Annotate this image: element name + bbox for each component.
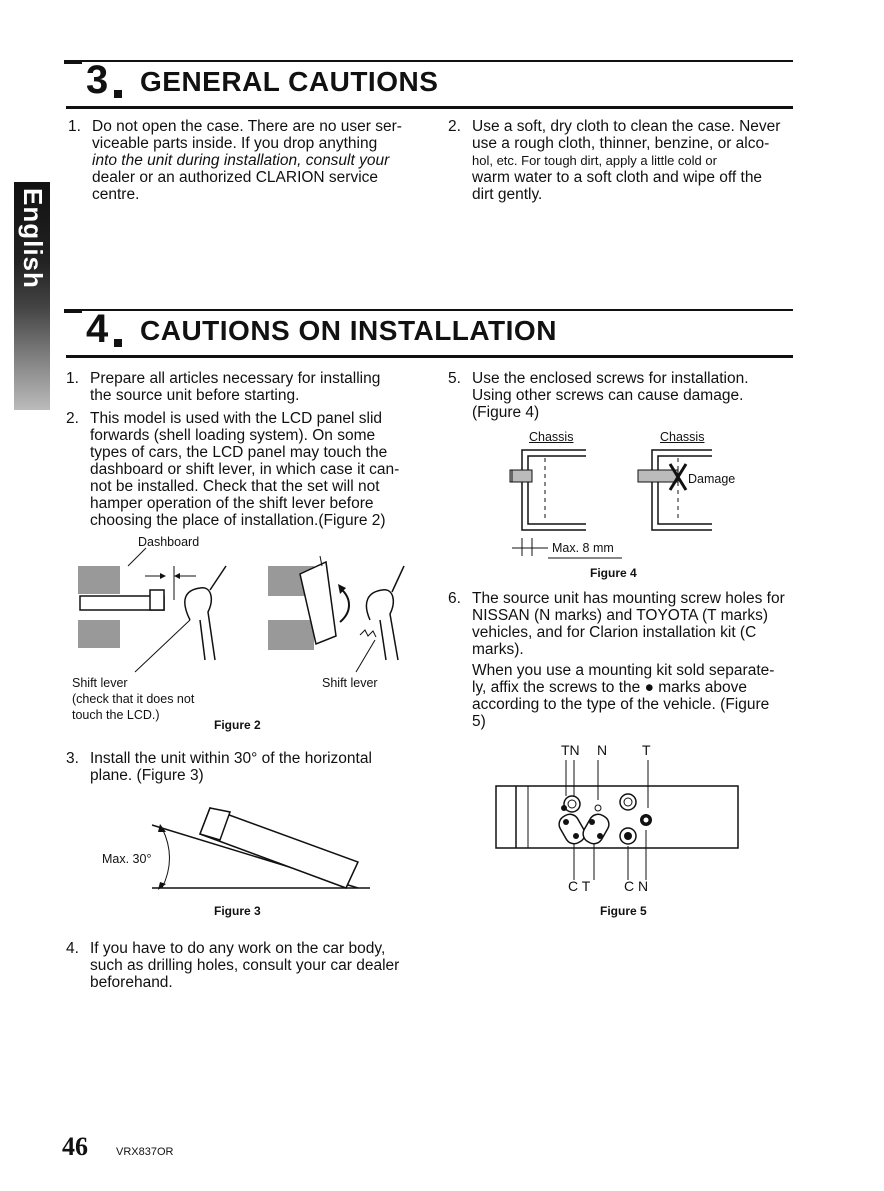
section-3-number: 3 xyxy=(86,58,108,102)
section-3-title: GENERAL CAUTIONS xyxy=(140,66,439,97)
item-line: centre. xyxy=(92,186,140,203)
item-line: not be installed. Check that the set will not xyxy=(90,478,380,495)
item-line: Install the unit within 30° of the horizontal xyxy=(90,750,372,767)
fig4-max-label: Max. 8 mm xyxy=(552,541,614,555)
item-line: When you use a mounting kit sold separate- xyxy=(472,662,775,679)
item-number: 1. xyxy=(66,370,79,387)
item-line: The source unit has mounting screw holes for xyxy=(472,590,785,607)
fig4-chassis-left: Chassis xyxy=(529,430,574,444)
figure-5-caption: Figure 5 xyxy=(600,904,647,918)
item-line: hol, etc. For tough dirt, apply a little cold or xyxy=(472,153,717,168)
fig3-angle-label: Max. 30° xyxy=(102,852,152,866)
fig2-note-line-2: touch the LCD.) xyxy=(72,708,160,722)
item-number: 3. xyxy=(66,750,79,767)
item-number: 5. xyxy=(448,370,461,387)
fig2-shift-lever-right: Shift lever xyxy=(322,676,378,690)
fig5-tn-label: TN xyxy=(561,742,580,758)
fig5-cn-label: C N xyxy=(624,878,649,894)
item-line: warm water to a soft cloth and wipe off the xyxy=(472,169,763,186)
item-line: vehicles, and for Clarion installation kit (C xyxy=(472,624,757,641)
figure-2-caption: Figure 2 xyxy=(214,718,261,732)
item-line: ly, affix the screws to the ● marks above xyxy=(472,679,747,696)
item-line: 5) xyxy=(472,713,486,730)
item-line: the source unit before starting. xyxy=(90,387,300,404)
item-line: dashboard or shift lever, in which case it can- xyxy=(90,461,400,478)
item-number: 4. xyxy=(66,940,79,957)
item-line: Prepare all articles necessary for installing xyxy=(90,370,381,387)
fig2-shift-lever-left: Shift lever xyxy=(72,676,128,690)
item-line: forwards (shell loading system). On some xyxy=(90,427,376,444)
item-line: Use a soft, dry cloth to clean the case. Never xyxy=(472,118,781,135)
item-line: choosing the place of installation.(Figure 2) xyxy=(90,512,386,529)
item-line: such as drilling holes, consult your car dealer xyxy=(90,957,400,974)
fig2-dashboard-label: Dashboard xyxy=(138,535,200,549)
item-line: NISSAN (N marks) and TOYOTA (T marks) xyxy=(472,607,768,624)
item-line: according to the type of the vehicle. (Figure xyxy=(472,696,770,713)
item-number: 6. xyxy=(448,590,461,607)
section-4-number: 4 xyxy=(86,307,108,351)
item-line: beforehand. xyxy=(90,974,173,991)
item-line: dirt gently. xyxy=(472,186,543,203)
item-number: 1. xyxy=(68,118,81,135)
figure-4-caption: Figure 4 xyxy=(590,566,637,580)
item-line: plane. (Figure 3) xyxy=(90,767,204,784)
item-line: use a rough cloth, thinner, benzine, or alco- xyxy=(472,135,770,152)
fig5-n-label: N xyxy=(597,742,608,758)
item-line: Do not open the case. There are no user ser- xyxy=(92,118,402,135)
item-line: hamper operation of the shift lever before xyxy=(90,495,374,512)
item-line: If you have to do any work on the car body, xyxy=(90,940,386,957)
fig5-ct-label: C T xyxy=(568,878,591,894)
item-line: Using other screws can cause damage. xyxy=(472,387,744,404)
model-code: VRX837OR xyxy=(116,1146,174,1158)
figure-3-caption: Figure 3 xyxy=(214,904,261,918)
item-line: into the unit during installation, consult your xyxy=(92,152,390,169)
item-number: 2. xyxy=(66,410,79,427)
fig5-t-label: T xyxy=(642,742,651,758)
item-line: viceable parts inside. If you drop anything xyxy=(92,135,378,152)
item-line: types of cars, the LCD panel may touch the xyxy=(90,444,388,461)
item-line: This model is used with the LCD panel slid xyxy=(90,410,383,427)
section-4-title: CAUTIONS ON INSTALLATION xyxy=(140,315,557,346)
language-tab-label: English xyxy=(18,188,48,289)
item-line: marks). xyxy=(472,641,524,658)
item-line: dealer or an authorized CLARION service xyxy=(92,169,379,186)
fig4-damage-label: Damage xyxy=(688,472,736,486)
item-number: 2. xyxy=(448,118,461,135)
page-number: 46 xyxy=(62,1132,88,1161)
item-line: Use the enclosed screws for installation. xyxy=(472,370,749,387)
fig2-note-line-1: (check that it does not xyxy=(72,692,195,706)
fig4-chassis-right: Chassis xyxy=(660,430,705,444)
item-line: (Figure 4) xyxy=(472,404,540,421)
